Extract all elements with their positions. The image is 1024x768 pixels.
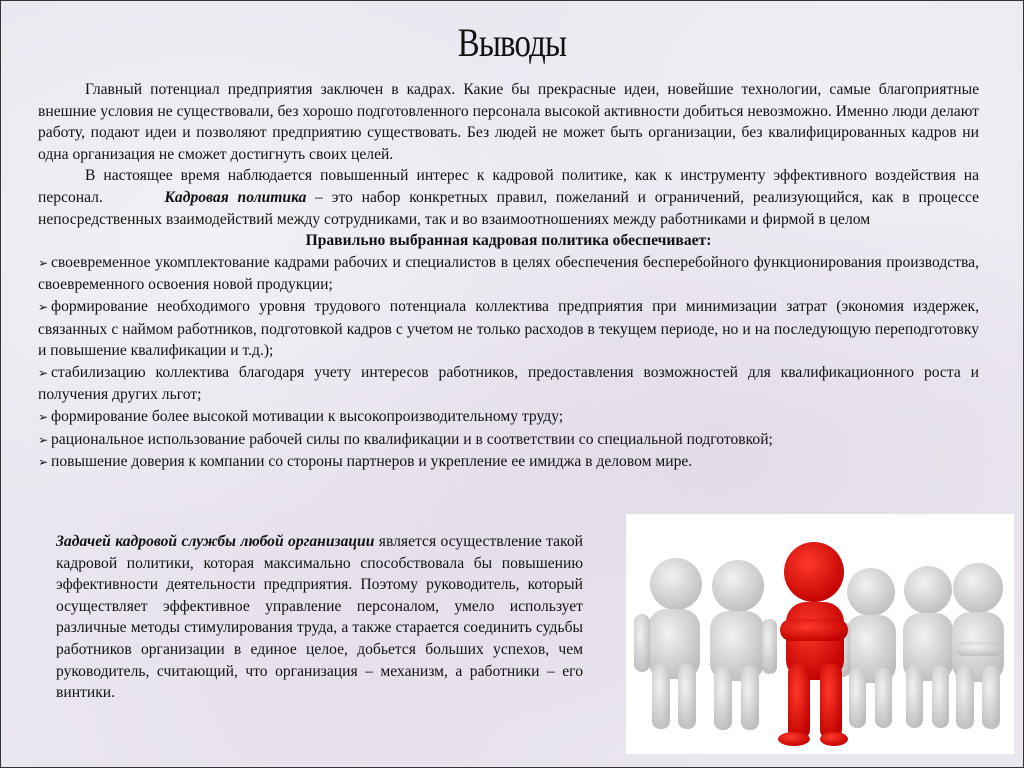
team-member-figure xyxy=(903,566,953,728)
arrow-bullet-icon: ➢ xyxy=(38,365,49,380)
bullet-item xyxy=(38,451,979,474)
team-member-figure xyxy=(634,558,702,729)
bullet-item xyxy=(38,296,979,362)
bullet-text: стабилизацию коллектива благодаря учету интересов работников, предоставления возможностей для квалификационного роста и получения других льгот; xyxy=(38,363,979,404)
bullet-item xyxy=(38,406,979,429)
team-member-figure xyxy=(952,563,1004,729)
leader-figure xyxy=(778,542,848,746)
arrow-bullet-icon: ➢ xyxy=(38,255,49,270)
paragraph-hr-policy-intro: В настоящее время наблюдается повышенный интерес к кадровой политике, как к инструменту эффективного воздействия на персонал. xyxy=(38,167,979,206)
bullet-text: повышение доверия к компании со стороны партнеров и укрепление ее имиджа в деловом мире. xyxy=(51,453,693,471)
bullet-text: формирование более высокой мотивации к высокопроизводительному труду; xyxy=(51,407,564,425)
arrow-bullet-icon: ➢ xyxy=(38,432,49,447)
main-text-block xyxy=(38,79,979,474)
team-leader-illustration xyxy=(626,514,1014,754)
arrow-bullet-icon: ➢ xyxy=(38,455,49,470)
bullet-item xyxy=(38,252,979,296)
hr-service-task-lead: Задачей кадровой службы любой организации xyxy=(56,533,375,550)
team-member-figure xyxy=(836,568,896,728)
hr-policy-term: Кадровая политика xyxy=(164,188,307,206)
paragraph-hr-policy xyxy=(38,165,979,230)
arrow-bullet-icon: ➢ xyxy=(38,409,49,424)
team-figures-image xyxy=(626,514,1014,754)
hr-service-task-body: является осуществление такой кадровой политики, которая максимально способствовала бы повышению эффективности деятельности предприятия. Поэтому руководитель, который осуществляет эффективное управление персоналом, умело использует различные методы стимулирования труда, а также старается соединить судьбы работников организации в единое целое, добьется больших успехов, чем руководитель, считающий, что организация – механизм, а работники – его винтики. xyxy=(56,533,583,702)
bullet-text: рациональное использование рабочей силы по квалификации и в соответствии со специальной подготовкой; xyxy=(51,430,773,448)
bullet-item xyxy=(38,362,979,406)
hr-policy-definition: – это набор конкретных правил, пожеланий и ограничений, реализующийся, как в процессе непосредственных взаимодействий между сотрудниками, так и во взаимоотношениях между работниками и фирмой в целом xyxy=(38,188,979,228)
bullet-item xyxy=(38,429,979,452)
team-member-figure xyxy=(710,560,777,730)
slide-title: Выводы xyxy=(457,20,567,65)
hr-service-task-block xyxy=(56,531,583,704)
benefits-subheading: Правильно выбранная кадровая политика обеспечивает: xyxy=(305,232,712,250)
arrow-bullet-icon: ➢ xyxy=(38,299,49,314)
bullet-text: своевременное укомплектование кадрами рабочих и специалистов в целях обеспечения бесперебойного функционирования производства, своевременного освоения новой продукции; xyxy=(38,253,979,294)
bullet-text: формирование необходимого уровня трудового потенциала коллектива предприятия при минимизации затрат (экономия издержек, связанных с наймом работников, подготовкой кадров с учетом не только расходов в текущем периоде, но и на последующую переподготовку и повышение квалификации и т.д.); xyxy=(38,297,979,360)
paragraph-potential: Главный потенциал предприятия заключен в кадрах. Какие бы прекрасные идеи, новейшие технологии, самые благоприятные внешние условия не существовали, без хорошо подготовленного персонала высокой активности добиться невозможно. Именно люди делают работу, подают идеи и позволяют предприятию существовать. Без людей не может быть организации, без квалифицированных кадров ни одна организация не сможет достигнуть своих целей. xyxy=(38,81,979,163)
